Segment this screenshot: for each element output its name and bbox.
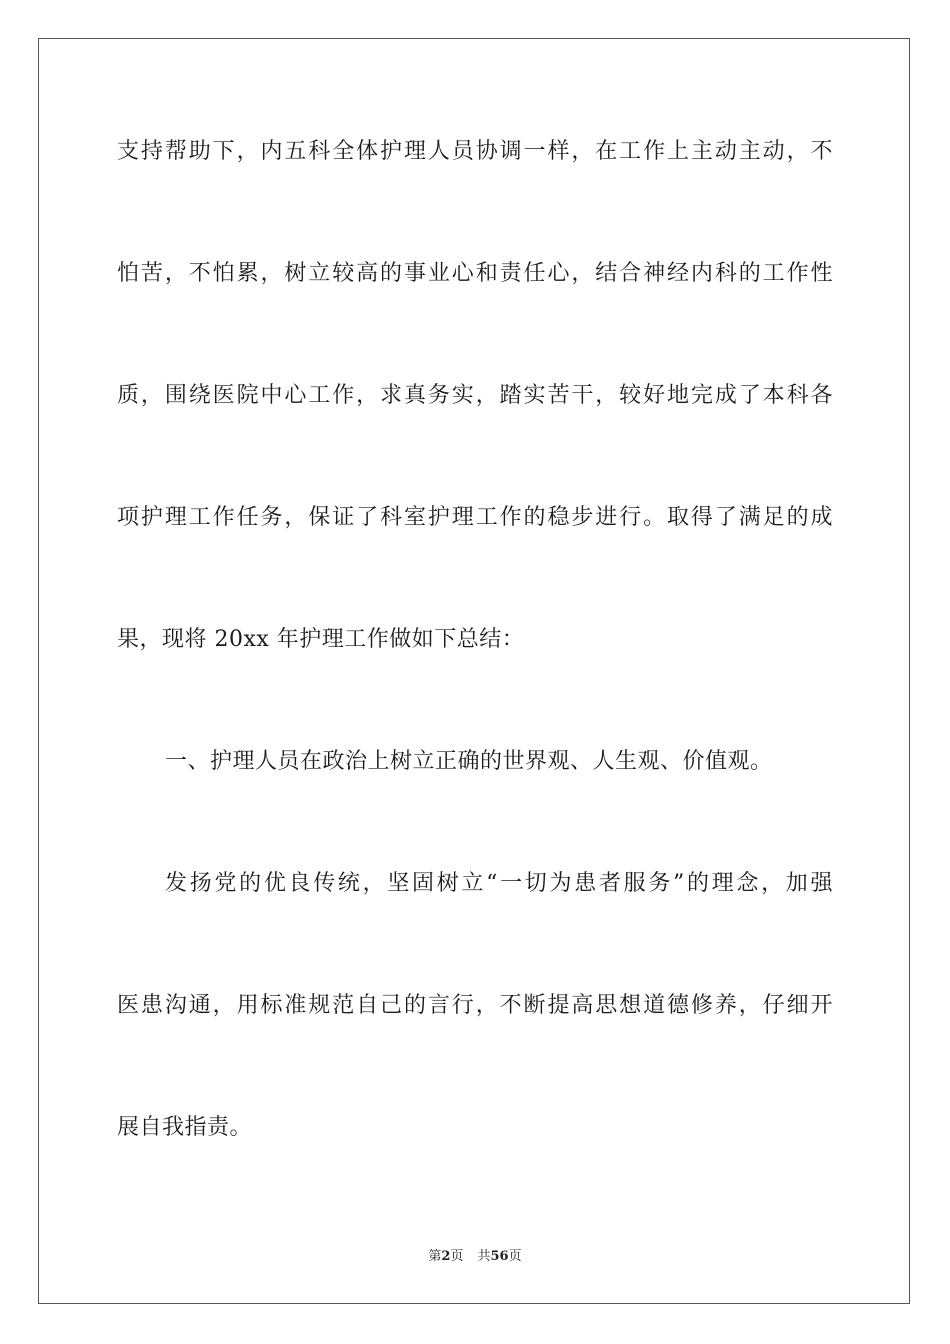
text-line: 项护理工作任务，保证了科室护理工作的稳步进行。取得了满足的成 (117, 505, 833, 530)
total-suffix: 页 (508, 1249, 522, 1264)
page-prefix: 第 (428, 1249, 442, 1264)
total-prefix: 共 (477, 1249, 491, 1264)
text-line: 质，围绕医院中心工作，求真务实，踏实苦干，较好地完成了本科各 (117, 383, 833, 408)
text-line: 怕苦，不怕累，树立较高的事业心和责任心，结合神经内科的工作性 (117, 261, 833, 286)
page-suffix: 页 (450, 1249, 464, 1264)
text-line: 果，现将 20xx 年护理工作做如下总结： (117, 627, 525, 652)
total-page-count: 56 (490, 1249, 509, 1264)
text-line: 发扬党的优良传统，坚固树立“一切为患者服务”的理念，加强 (165, 871, 833, 896)
section-heading: 一、护理人员在政治上树立正确的世界观、人生观、价值观。 (165, 749, 773, 774)
current-page-number: 2 (441, 1249, 451, 1264)
text-line: 展自我指责。 (117, 1115, 253, 1140)
page-footer (0, 1248, 950, 1266)
text-line: 支持帮助下，内五科全体护理人员协调一样，在工作上主动主动，不 (117, 139, 833, 164)
text-line: 医患沟通，用标准规范自己的言行，不断提高思想道德修养，仔细开 (117, 993, 833, 1018)
